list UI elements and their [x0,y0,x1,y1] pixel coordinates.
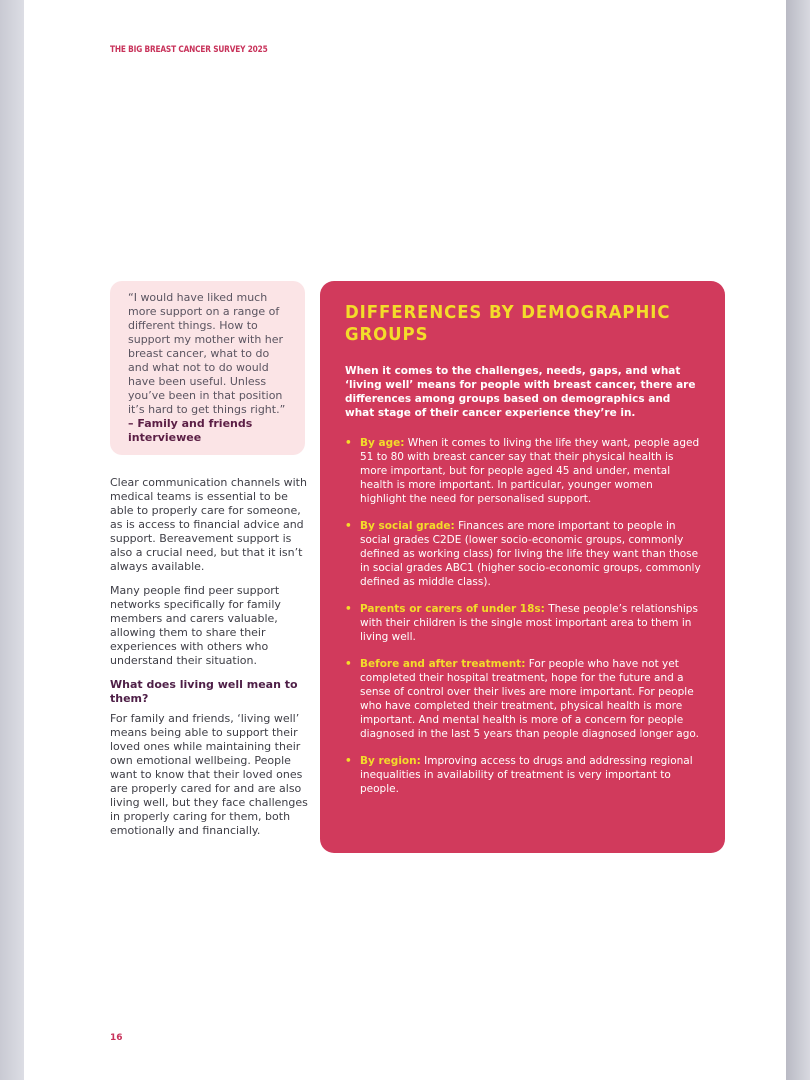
running-head: THE BIG BREAST CANCER SURVEY 2025 [110,45,268,55]
bullet-text: Finances are more important to people in social grades C2DE (lower socio-economic groups, commonly defined as working class) for living the life they want than those in social grades ABC1 (higher socio-economic groups, commonly defined as middle class). [360,520,701,588]
bullet-text: When it comes to living the life they want, people aged 51 to 80 with breast cancer say that their physical health is more important, but for people aged 45 and under, mental health is more important. In particular, younger women highlight the need for personalised support. [360,437,700,505]
bullet-lead: By region: [360,755,421,767]
bullet-lead: By age: [360,437,405,449]
demographics-card [320,281,725,853]
bullet-lead: Before and after treatment: [360,658,526,670]
bullet-text: For people who have not yet completed their hospital treatment, hope for the future and a sense of control over their lives are more important. For people who have completed their treatment, physical health is more important. And mental health is more of a concern for people diagnosed in the last 5 years than people diagnosed longer ago. [360,658,699,740]
quote-text: “I would have liked much more support on a range of different things. How to support my mother with her breast cancer, what to do and what not to do would have been useful. Unless you’ve been in that position it’s hard to get things right.” [128,291,286,416]
paragraph-peer-support: Many people find peer support networks specifically for family members and carers valuable, allowing them to share their experiences with others who understand their situation. [110,584,281,667]
bullet-item-region [345,754,701,796]
bullet-icon: • [345,658,352,670]
page-shadow-right [786,0,810,1080]
card-title: DIFFERENCES BY DEMOGRAPHIC GROUPS [345,302,671,345]
bullet-text: Improving access to drugs and addressing regional inequalities in availability of treatment is very important to people. [360,755,693,795]
quote-attribution: – Family and friends interviewee [128,417,253,444]
quote-box [110,281,305,455]
card-bullet-list [345,436,701,796]
bullet-text: These people’s relationships with their children is the single most important area to them in living well. [360,603,698,643]
paragraph-communication: Clear communication channels with medical teams is essential to be able to properly care for someone, as is access to financial advice and support. Bereavement support is also a crucial need, but that it isn’t always available. [110,476,307,573]
bullet-icon: • [345,755,352,767]
section-heading-living-well: What does living well mean to them? [110,678,298,705]
bullet-lead: Parents or carers of under 18s: [360,603,545,615]
left-column [110,476,310,848]
card-intro: When it comes to the challenges, needs, gaps, and what ‘living well’ means for people with breast cancer, there are differences among groups based on demographics and what stage of their cancer experience they’re in. [345,365,696,419]
bullet-item-social-grade [345,519,701,589]
document-page [24,0,786,1080]
page-shadow-left [0,0,24,1080]
bullet-lead: By social grade: [360,520,455,532]
bullet-item-parents-carers [345,602,701,644]
bullet-item-age [345,436,701,506]
bullet-item-treatment [345,657,701,741]
page-number: 16 [110,1033,123,1043]
paragraph-living-well: For family and friends, ‘living well’ means being able to support their loved ones while maintaining their own emotional wellbeing. People want to know that their loved ones are properly cared for and are also living well, but they face challenges in properly caring for them, both emotionally and financially. [110,712,308,837]
bullet-icon: • [345,603,352,615]
bullet-icon: • [345,437,352,449]
bullet-icon: • [345,520,352,532]
